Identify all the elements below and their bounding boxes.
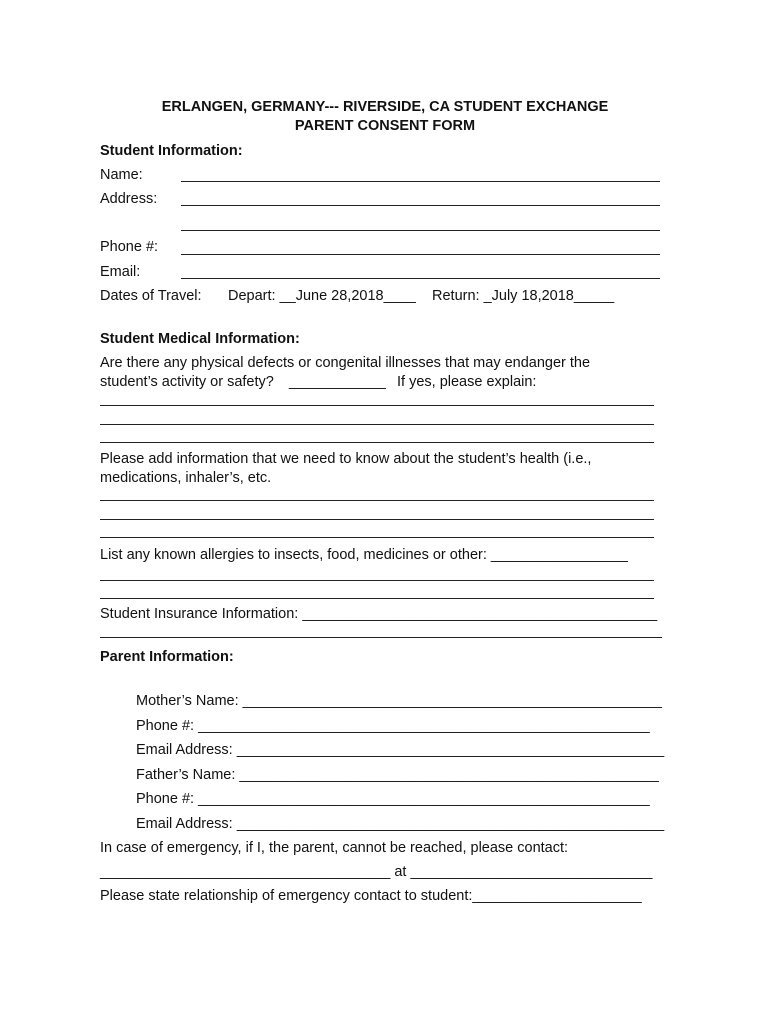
mother-name-field[interactable]: Mother’s Name: ____________________________________________________ (136, 693, 662, 709)
medical-question1-explain-label: If yes, please explain: (397, 374, 537, 390)
insurance-answer-line[interactable] (100, 637, 662, 638)
student-info-heading: Student Information: (100, 143, 243, 159)
depart-date: Depart: __June 28,2018____ (228, 288, 416, 304)
medical-question2-line2: medications, inhaler’s, etc. (100, 470, 272, 486)
emergency-contact-field[interactable]: ____________________________________ at ______________________________ (100, 864, 653, 880)
medical-question1-answer-blank[interactable]: ____________ (289, 374, 386, 390)
medical-question1-line1: Are there any physical defects or congenital illnesses that may endanger the (100, 355, 591, 371)
email-field[interactable] (181, 278, 660, 279)
explain-answer-line1[interactable] (100, 405, 654, 406)
phone-label: Phone #: (100, 239, 159, 255)
father-email-field[interactable]: Email Address: _____________________________________________________ (136, 816, 665, 832)
return-date: Return: _July 18,2018_____ (432, 288, 615, 304)
allergies-prompt: List any known allergies to insects, food, medicines or other: _________________ (100, 547, 628, 563)
mother-phone-field[interactable]: Phone #: ________________________________________________________ (136, 718, 650, 734)
health-answer-line3[interactable] (100, 537, 654, 538)
health-answer-line2[interactable] (100, 519, 654, 520)
address-field-line2[interactable] (181, 230, 660, 231)
explain-answer-line2[interactable] (100, 424, 654, 425)
health-answer-line1[interactable] (100, 500, 654, 501)
parent-info-heading: Parent Information: (100, 649, 234, 665)
emergency-relationship-field[interactable]: Please state relationship of emergency contact to student:_____________________ (100, 888, 642, 904)
medical-info-heading: Student Medical Information: (100, 331, 300, 347)
insurance-prompt: Student Insurance Information: ____________________________________________ (100, 606, 658, 622)
form-title-line1: ERLANGEN, GERMANY--- RIVERSIDE, CA STUDENT EXCHANGE (161, 99, 609, 115)
mother-email-field[interactable]: Email Address: _____________________________________________________ (136, 742, 665, 758)
medical-question1-line2: student’s activity or safety? (100, 374, 274, 390)
father-phone-field[interactable]: Phone #: ________________________________________________________ (136, 791, 650, 807)
emergency-intro: In case of emergency, if I, the parent, cannot be reached, please contact: (100, 840, 569, 856)
allergies-answer-line2[interactable] (100, 598, 654, 599)
email-label: Email: (100, 264, 141, 280)
father-name-field[interactable]: Father’s Name: ____________________________________________________ (136, 767, 659, 783)
form-title-line2: PARENT CONSENT FORM (294, 118, 476, 134)
explain-answer-line3[interactable] (100, 442, 654, 443)
phone-field[interactable] (181, 254, 660, 255)
name-label: Name: (100, 167, 143, 183)
dates-of-travel-label: Dates of Travel: (100, 288, 202, 304)
address-field-line1[interactable] (181, 205, 660, 206)
name-field[interactable] (181, 181, 660, 182)
address-label: Address: (100, 191, 158, 207)
allergies-answer-line1[interactable] (100, 580, 654, 581)
medical-question2-line1: Please add information that we need to know about the student’s health (i.e., (100, 451, 592, 467)
